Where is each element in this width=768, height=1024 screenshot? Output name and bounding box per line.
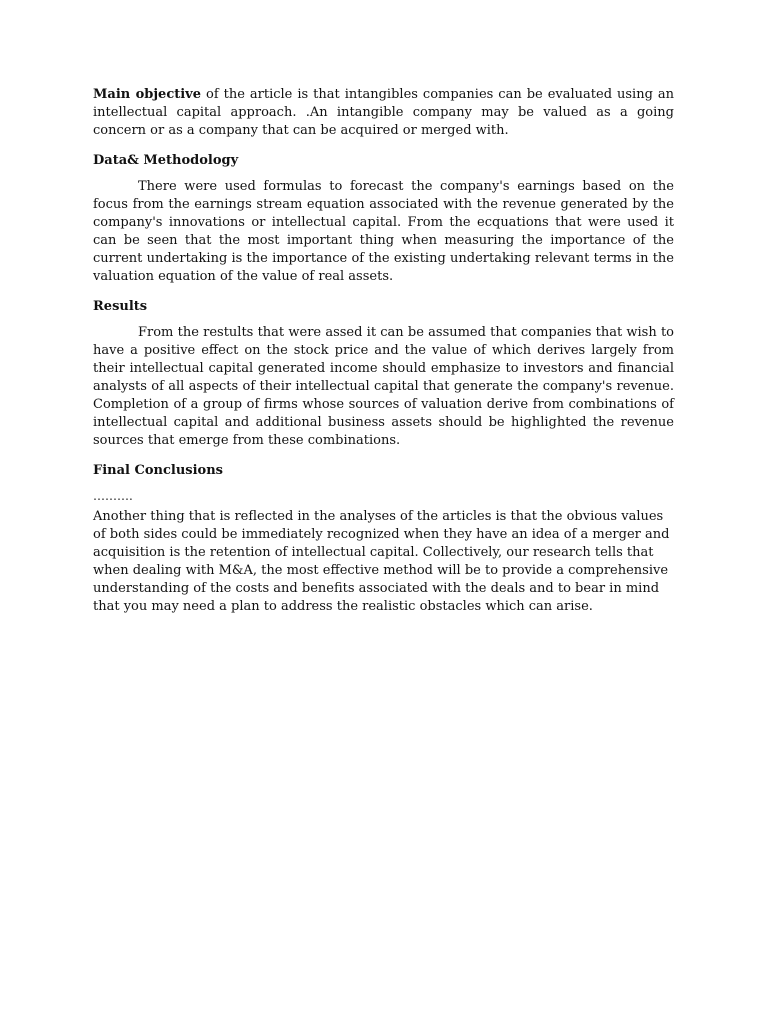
section-heading-final-conclusions: Final Conclusions xyxy=(93,463,223,478)
section-heading-results: Results xyxy=(93,299,148,314)
final-conclusions-paragraph: Another thing that is reflected in the analyses of the articles is that the obvious values of both sides could be immediately recognized when they have an idea of a merger and acquisition is the retention of intellectual capital. Collectively, our research tells that when dealing with M&A, the most effective method will be to provide a comprehensive understanding of the costs and benefits associated with the deals and to bear in mind that you may need a plan to address the realistic obstacles which can arise. xyxy=(93,509,670,614)
main-objective-label: Main objective xyxy=(93,87,202,102)
main-objective-text: of the article is that intangibles companies can be evaluated using an intellectual capital approach. .An intangible company may be valued as a going concern or as a company that can be acquired or merged with. xyxy=(93,87,675,138)
ellipsis-placeholder: ………. xyxy=(93,489,133,503)
document-page xyxy=(93,86,674,616)
data-methodology-paragraph: There were used formulas to forecast the company's earnings based on the focus from the earnings stream equation associated with the revenue generated by the company's innovations or intellectual capital. From the ecquations that were used it can be seen that the most important thing when measuring the importance of the current undertaking is the importance of the existing undertaking relevant terms in the valuation equation of the value of real assets. xyxy=(93,179,674,284)
intro-paragraph xyxy=(93,86,674,140)
results-paragraph: From the restults that were assed it can be assumed that companies that wish to have a positive effect on the stock price and the value of which derives largely from their intellectual capital generated income should emphasize to investors and financial analysts of all aspects of their intellectual capital that generate the company's revenue. Completion of a group of firms whose sources of valuation derive from combinations of intellectual capital and additional business assets should be highlighted the revenue sources that emerge from these combinations. xyxy=(93,325,674,448)
section-heading-data-methodology: Data& Methodology xyxy=(93,153,239,168)
